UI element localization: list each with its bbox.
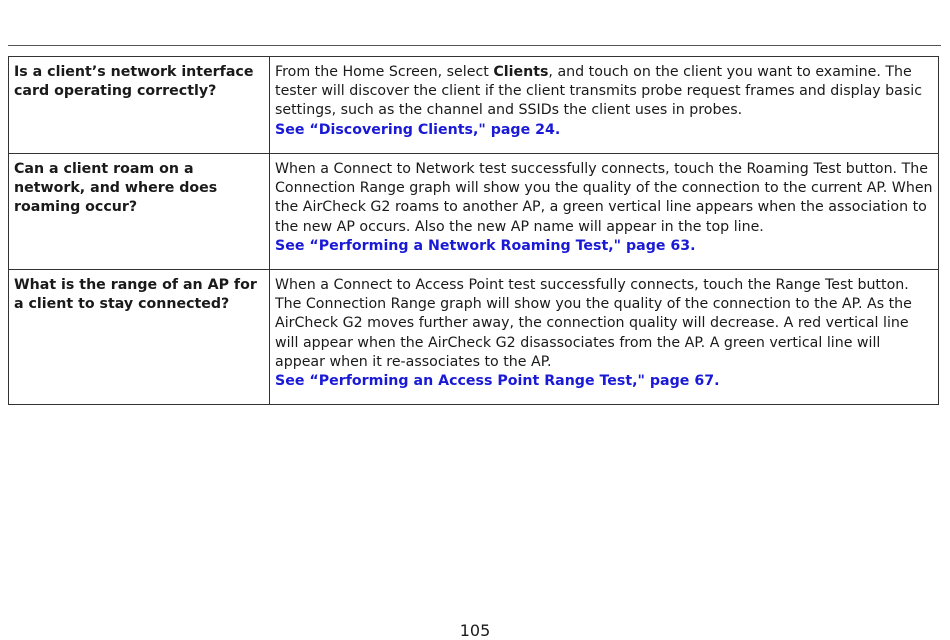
question-cell: Can a client roam on a network, and where does roaming occur? xyxy=(9,154,270,270)
cross-reference-link[interactable]: See “Discovering Clients," page 24. xyxy=(275,121,561,138)
header-rule xyxy=(8,45,941,46)
answer-cell xyxy=(270,270,939,405)
answer-text: When a Connect to Access Point test successfully connects, touch the Range Test button. The Connection Range graph will show you the quality of the connection to the AP. As the AirCheck G2 moves further away, the connection quality will decrease. A red vertical line will appear when the AirCheck G2 disassociates from the AP. A green vertical line will appear when it re-associates to the AP. xyxy=(275,277,912,370)
table-row xyxy=(9,154,939,270)
answer-cell xyxy=(270,154,939,270)
answer-bold-term: Clients xyxy=(493,64,549,80)
cross-reference-link[interactable]: See “Performing a Network Roaming Test," page 63. xyxy=(275,237,696,254)
answer-text: , and touch on the client you want to examine. The tester will discover the client if the client transmits probe request frames and display basic settings, such as the channel and SSIDs the client uses in probes. xyxy=(275,64,923,119)
table-row xyxy=(9,270,939,405)
table-row xyxy=(9,57,939,154)
page-number: 105 xyxy=(459,621,491,640)
question-cell: What is the range of an AP for a client to stay connected? xyxy=(9,270,270,405)
answer-text: When a Connect to Network test successfully connects, touch the Roaming Test button. The Connection Range graph will show you the quality of the connection to the current AP. When the AirCheck G2 roams to another AP, a green vertical line appears when the association to the new AP occurs. Also the new AP name will appear in the top line. xyxy=(275,161,933,235)
answer-cell xyxy=(270,57,939,154)
cross-reference-link[interactable]: See “Performing an Access Point Range Test," page 67. xyxy=(275,373,720,390)
question-cell: Is a client’s network interface card operating correctly? xyxy=(9,57,270,154)
answer-text: From the Home Screen, select xyxy=(275,64,494,80)
faq-table xyxy=(8,56,939,405)
